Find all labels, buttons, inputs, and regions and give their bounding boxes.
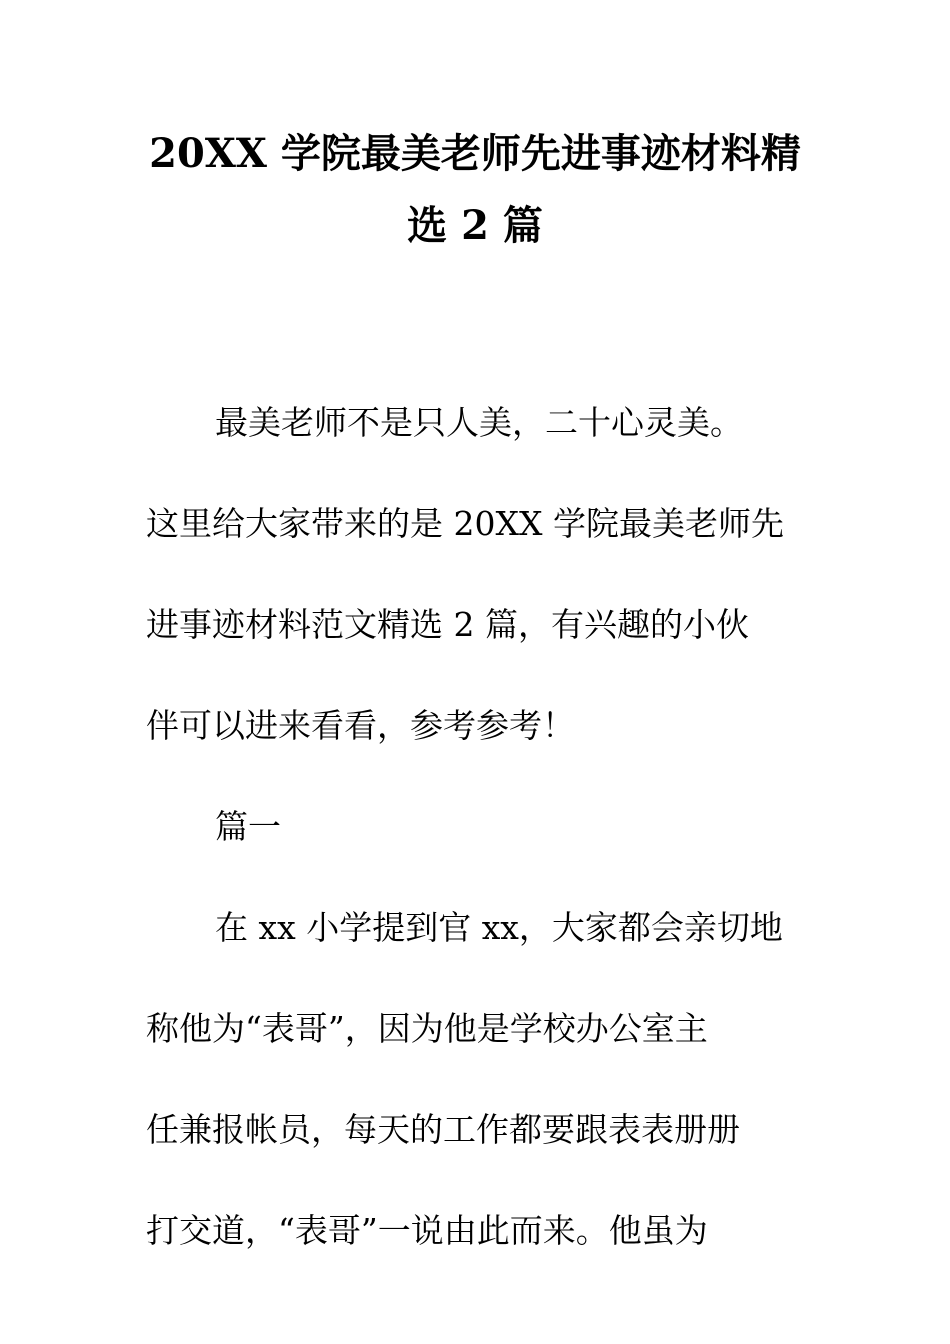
paragraph-line: 任兼报帐员，每天的工作都要跟表表册册 [146,1110,740,1149]
paragraph-line: 最美老师不是只人美，二十心灵美。 [215,403,743,442]
paragraph-line: 这里给大家带来的是 20XX 学院最美老师先 [146,504,784,543]
paragraph-line: 伴可以进来看看，参考参考！ [146,706,575,745]
section-heading: 篇一 [215,807,281,846]
paragraph-line: 打交道，“表哥”一说由此而来。他虽为 [146,1211,708,1250]
document-title [0,118,950,262]
title-line-1: 20XX 学院最美老师先进事迹材料精 [149,130,801,177]
title-line-2: 选 2 篇 [407,202,543,249]
paragraph-line: 称他为“表哥”，因为他是学校办公室主 [146,1009,708,1048]
document-body [146,372,826,1281]
paragraph-line: 进事迹材料范文精选 2 篇，有兴趣的小伙 [146,605,749,644]
paragraph-line: 在 xx 小学提到官 xx，大家都会亲切地 [215,908,783,947]
